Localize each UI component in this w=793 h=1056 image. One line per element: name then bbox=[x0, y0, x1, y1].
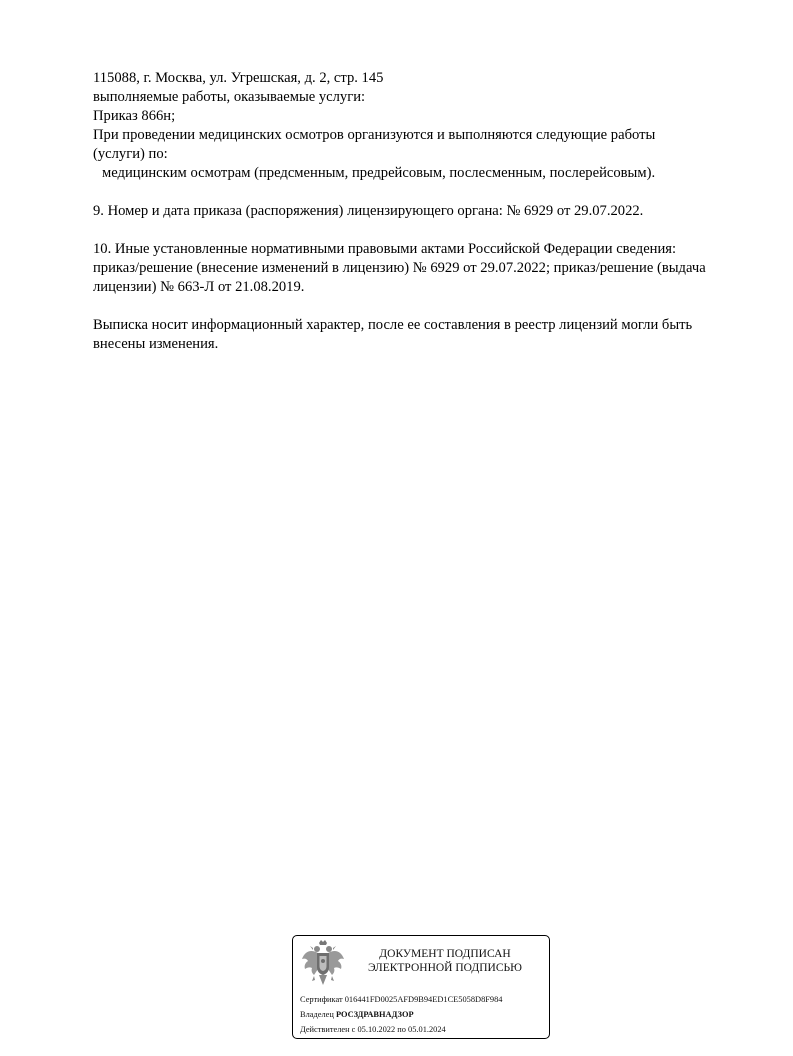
order-line: Приказ 866н; bbox=[93, 108, 176, 124]
disclaimer-line-1: Выписка носит информационный характер, после ее составления в реестр лицензий могли быть bbox=[93, 317, 693, 333]
item-10-line-1: 10. Иные установленные нормативными правовыми актами Российской Федерации сведения: bbox=[93, 241, 677, 257]
address-line: 115088, г. Москва, ул. Угрешская, д. 2, стр. 145 bbox=[93, 70, 384, 86]
stamp-details bbox=[300, 992, 502, 1037]
electronic-signature-stamp bbox=[292, 935, 550, 1039]
stamp-title-line-1: ДОКУМЕНТ ПОДПИСАН bbox=[379, 948, 511, 960]
certificate-row bbox=[300, 992, 502, 1007]
medical-exams-line-2: (услуги) по: bbox=[93, 146, 168, 162]
spacer bbox=[93, 221, 763, 240]
certificate-value: 016441FD0025AFD9B94ED1CE5058D8F984 bbox=[344, 995, 503, 1004]
item-10-line-3: лицензии) № 663-Л от 21.08.2019. bbox=[93, 279, 305, 295]
disclaimer-line-2: внесены изменения. bbox=[93, 336, 219, 352]
russian-coat-of-arms-icon bbox=[301, 939, 345, 989]
certificate-label: Сертификат bbox=[300, 995, 343, 1004]
document-body bbox=[93, 69, 763, 354]
owner-label: Владелец bbox=[300, 1010, 334, 1019]
spacer bbox=[93, 297, 763, 316]
owner-value: РОСЗДРАВНАДЗОР bbox=[335, 1010, 414, 1019]
spacer bbox=[93, 183, 763, 202]
validity-row: Действителен с 05.10.2022 по 05.01.2024 bbox=[300, 1025, 446, 1034]
stamp-title bbox=[355, 947, 535, 975]
medical-exams-line-1: При проведении медицинских осмотров организуются и выполняются следующие работы bbox=[93, 127, 656, 143]
item-9: 9. Номер и дата приказа (распоряжения) лицензирующего органа: № 6929 от 29.07.2022. bbox=[93, 203, 644, 219]
item-10-line-2: приказ/решение (внесение изменений в лицензию) № 6929 от 29.07.2022; приказ/решение (выдача bbox=[93, 260, 706, 276]
stamp-title-line-2: ЭЛЕКТРОННОЙ ПОДПИСЬЮ bbox=[368, 962, 522, 974]
medical-exams-item: медицинским осмотрам (предсменным, предрейсовым, послесменным, послерейсовым). bbox=[102, 165, 656, 181]
works-heading: выполняемые работы, оказываемые услуги: bbox=[93, 89, 366, 105]
owner-row bbox=[300, 1007, 502, 1022]
